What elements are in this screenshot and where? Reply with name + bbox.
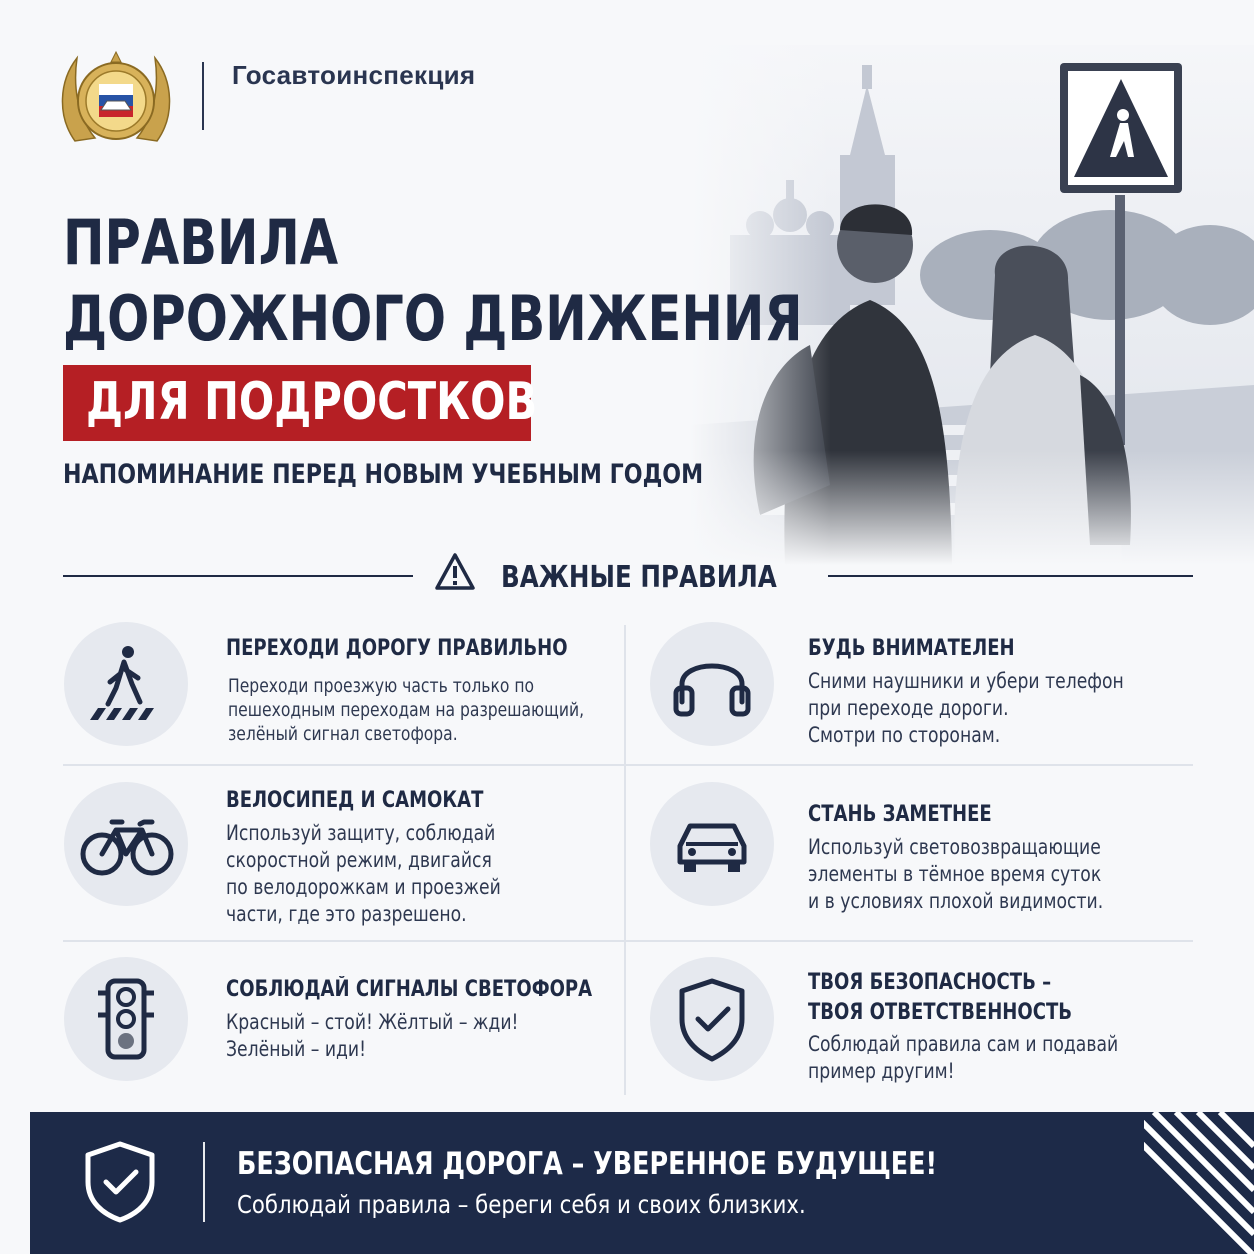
section-rule-right — [828, 575, 1193, 577]
traffic-light-icon — [64, 957, 188, 1081]
rule-text-traffic-light: Красный – стой! Жёлтый – жди! Зелёный – иди! — [226, 1010, 519, 1061]
section-rule-left — [63, 575, 413, 577]
rule-title-responsibility: ТВОЯ БЕЗОПАСНОСТЬ – ТВОЯ ОТВЕТСТВЕННОСТЬ — [808, 970, 1073, 1025]
footer-title: БЕЗОПАСНАЯ ДОРОГА – УВЕРЕННОЕ БУДУЩЕЕ! — [237, 1146, 938, 1182]
footer-text: Соблюдай правила – береги себя и своих близких. — [237, 1190, 806, 1219]
row-separator — [63, 940, 1193, 942]
row-separator — [63, 764, 1193, 766]
rule-title-crossing: ПЕРЕХОДИ ДОРОГУ ПРАВИЛЬНО — [226, 636, 568, 661]
agency-name: Госавтоинспекция — [232, 60, 476, 90]
rule-title-attention: БУДЬ ВНИМАТЕЛЕН — [808, 636, 1015, 661]
footer-shield-check-icon — [82, 1140, 158, 1224]
rule-text-responsibility: Соблюдай правила сам и подавай пример другим! — [808, 1032, 1119, 1083]
traffic-police-emblem — [55, 46, 177, 148]
rule-text-visibility: Используй световозвращающие элементы в тёмное время суток и в условиях плохой видимости. — [808, 835, 1104, 913]
footer-stripes — [1144, 1112, 1254, 1254]
headphones-icon — [650, 622, 774, 746]
footer-banner — [30, 1112, 1254, 1254]
warning-icon — [434, 552, 476, 592]
header-divider — [202, 62, 204, 130]
footer-divider — [203, 1142, 205, 1222]
rule-text-bicycle: Используй защиту, соблюдай скоростной режим, двигайся по велодорожкам и проезжей части, где это разрешено. — [226, 821, 501, 926]
section-title: ВАЖНЫЕ ПРАВИЛА — [501, 560, 777, 595]
bicycle-icon — [64, 782, 188, 906]
page-title-line-2: ДОРОЖНОГО ДВИЖЕНИЯ — [63, 282, 803, 355]
column-separator — [624, 625, 626, 1095]
rule-title-visibility: СТАНЬ ЗАМЕТНЕЕ — [808, 802, 992, 827]
shield-check-icon — [650, 957, 774, 1081]
car-icon — [650, 782, 774, 906]
rule-text-attention: Сними наушники и убери телефон при переходе дороги. Смотри по сторонам. — [808, 669, 1124, 747]
pedestrian-crossing-icon — [64, 622, 188, 746]
subtitle: НАПОМИНАНИЕ ПЕРЕД НОВЫМ УЧЕБНЫМ ГОДОМ — [63, 459, 704, 490]
rule-title-bicycle: ВЕЛОСИПЕД И САМОКАТ — [226, 788, 484, 813]
title-badge-text: ДЛЯ ПОДРОСТКОВ — [86, 372, 538, 432]
rule-title-traffic-light: СОБЛЮДАЙ СИГНАЛЫ СВЕТОФОРА — [226, 977, 593, 1002]
page-title-line-1: ПРАВИЛА — [63, 206, 339, 279]
rule-text-crossing: Переходи проезжую часть только по пешеходным переходам на разрешающий, зелёный сигнал светофора. — [228, 675, 585, 745]
